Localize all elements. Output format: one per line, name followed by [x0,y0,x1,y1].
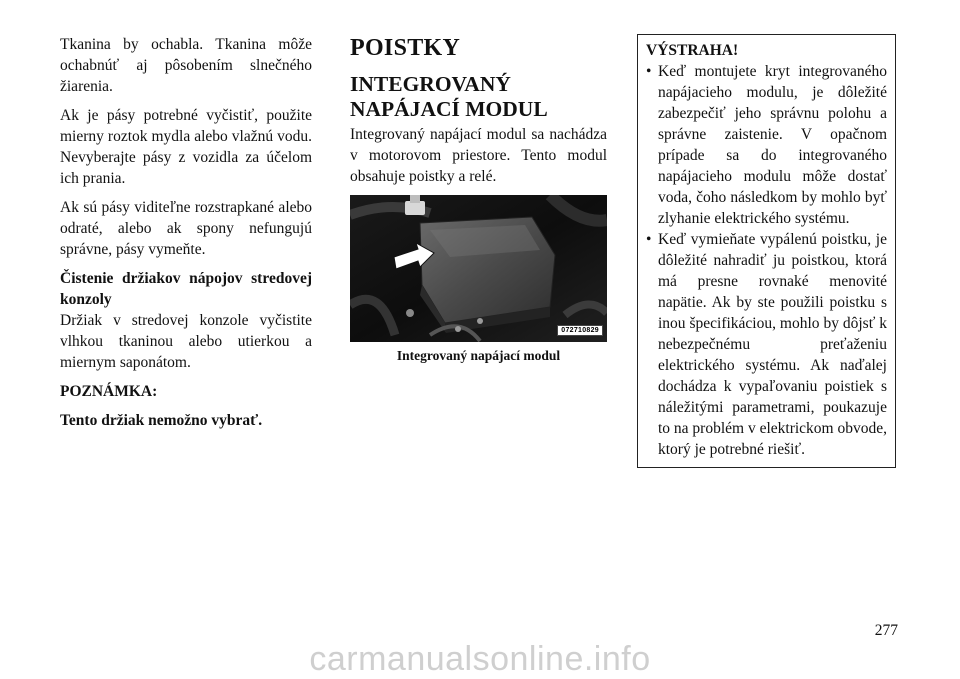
paragraph-cupholder: Držiak v stredovej konzole vyčistite vlhkou tkaninou alebo utierkou a miernym saponátom. [60,312,312,371]
power-module-photo [350,195,607,342]
right-column [637,34,896,468]
cupholder-heading: Čistenie držiakov nápojov stredovej konzoly [60,270,312,308]
paragraph-fabric: Tkanina by ochabla. Tkanina môže ochabnúť aj pôsobením slnečného žiarenia. [60,36,312,95]
left-column [60,34,312,439]
figure-code: 072710829 [557,325,603,336]
engine-bay-illustration [350,195,607,342]
watermark: carmanualsonline.info [309,640,651,678]
paragraph-power-module: Integrovaný napájací modul sa nachádza v motorovom priestore. Tento modul obsahuje poistky a relé. [350,126,607,185]
section-title: POISTKY [350,35,461,61]
warning-list [646,61,887,460]
note-text: Tento držiak nemožno vybrať. [60,412,263,429]
paragraph-replace-belts: Ak sú pásy viditeľne rozstrapkané alebo odraté, alebo ak spony nefungujú správne, pásy vymeňte. [60,199,312,258]
warning-title: VÝSTRAHA! [646,42,739,59]
subsection-title: INTEGROVANÝ NAPÁJACÍ MODUL [350,72,548,121]
page-number: 277 [874,622,898,639]
warning-box [637,34,896,468]
paragraph-cleaning-belts: Ak je pásy potrebné vyčistiť, použite mierny roztok mydla alebo vlažnú vodu. Nevyberajte pásy z vozidla za účelom ich prania. [60,107,312,187]
warning-item: • Keď montujete kryt integrovaného napájacieho modulu, je dôležité zabezpečiť jeho správnu polohu a správne zaistenie. V opačnom prípade sa do integrovaného napájacieho modulu môže dostať voda, čoho následkom by mohlo byť zlyhanie elektrického systému. [646,61,887,229]
figure-caption: Integrovaný napájací modul [396,348,561,363]
note-label: POZNÁMKA: [60,383,158,400]
middle-column [350,34,607,364]
warning-item: • Keď vymieňate vypálenú poistku, je dôležité nahradiť ju poistkou, ktorá má presne rovnaké menovité napätie. Ak by ste použili poistku s inou špecifikáciou, mohlo by dôjsť k nebezpečnému preťaženiu elektrického systému. Ak naďalej dochádza k vypaľovaniu poistiek s náležitými parametrami, poukazuje to na problém v elektrickom obvode, ktorý je potrebné riešiť. [646,229,887,460]
